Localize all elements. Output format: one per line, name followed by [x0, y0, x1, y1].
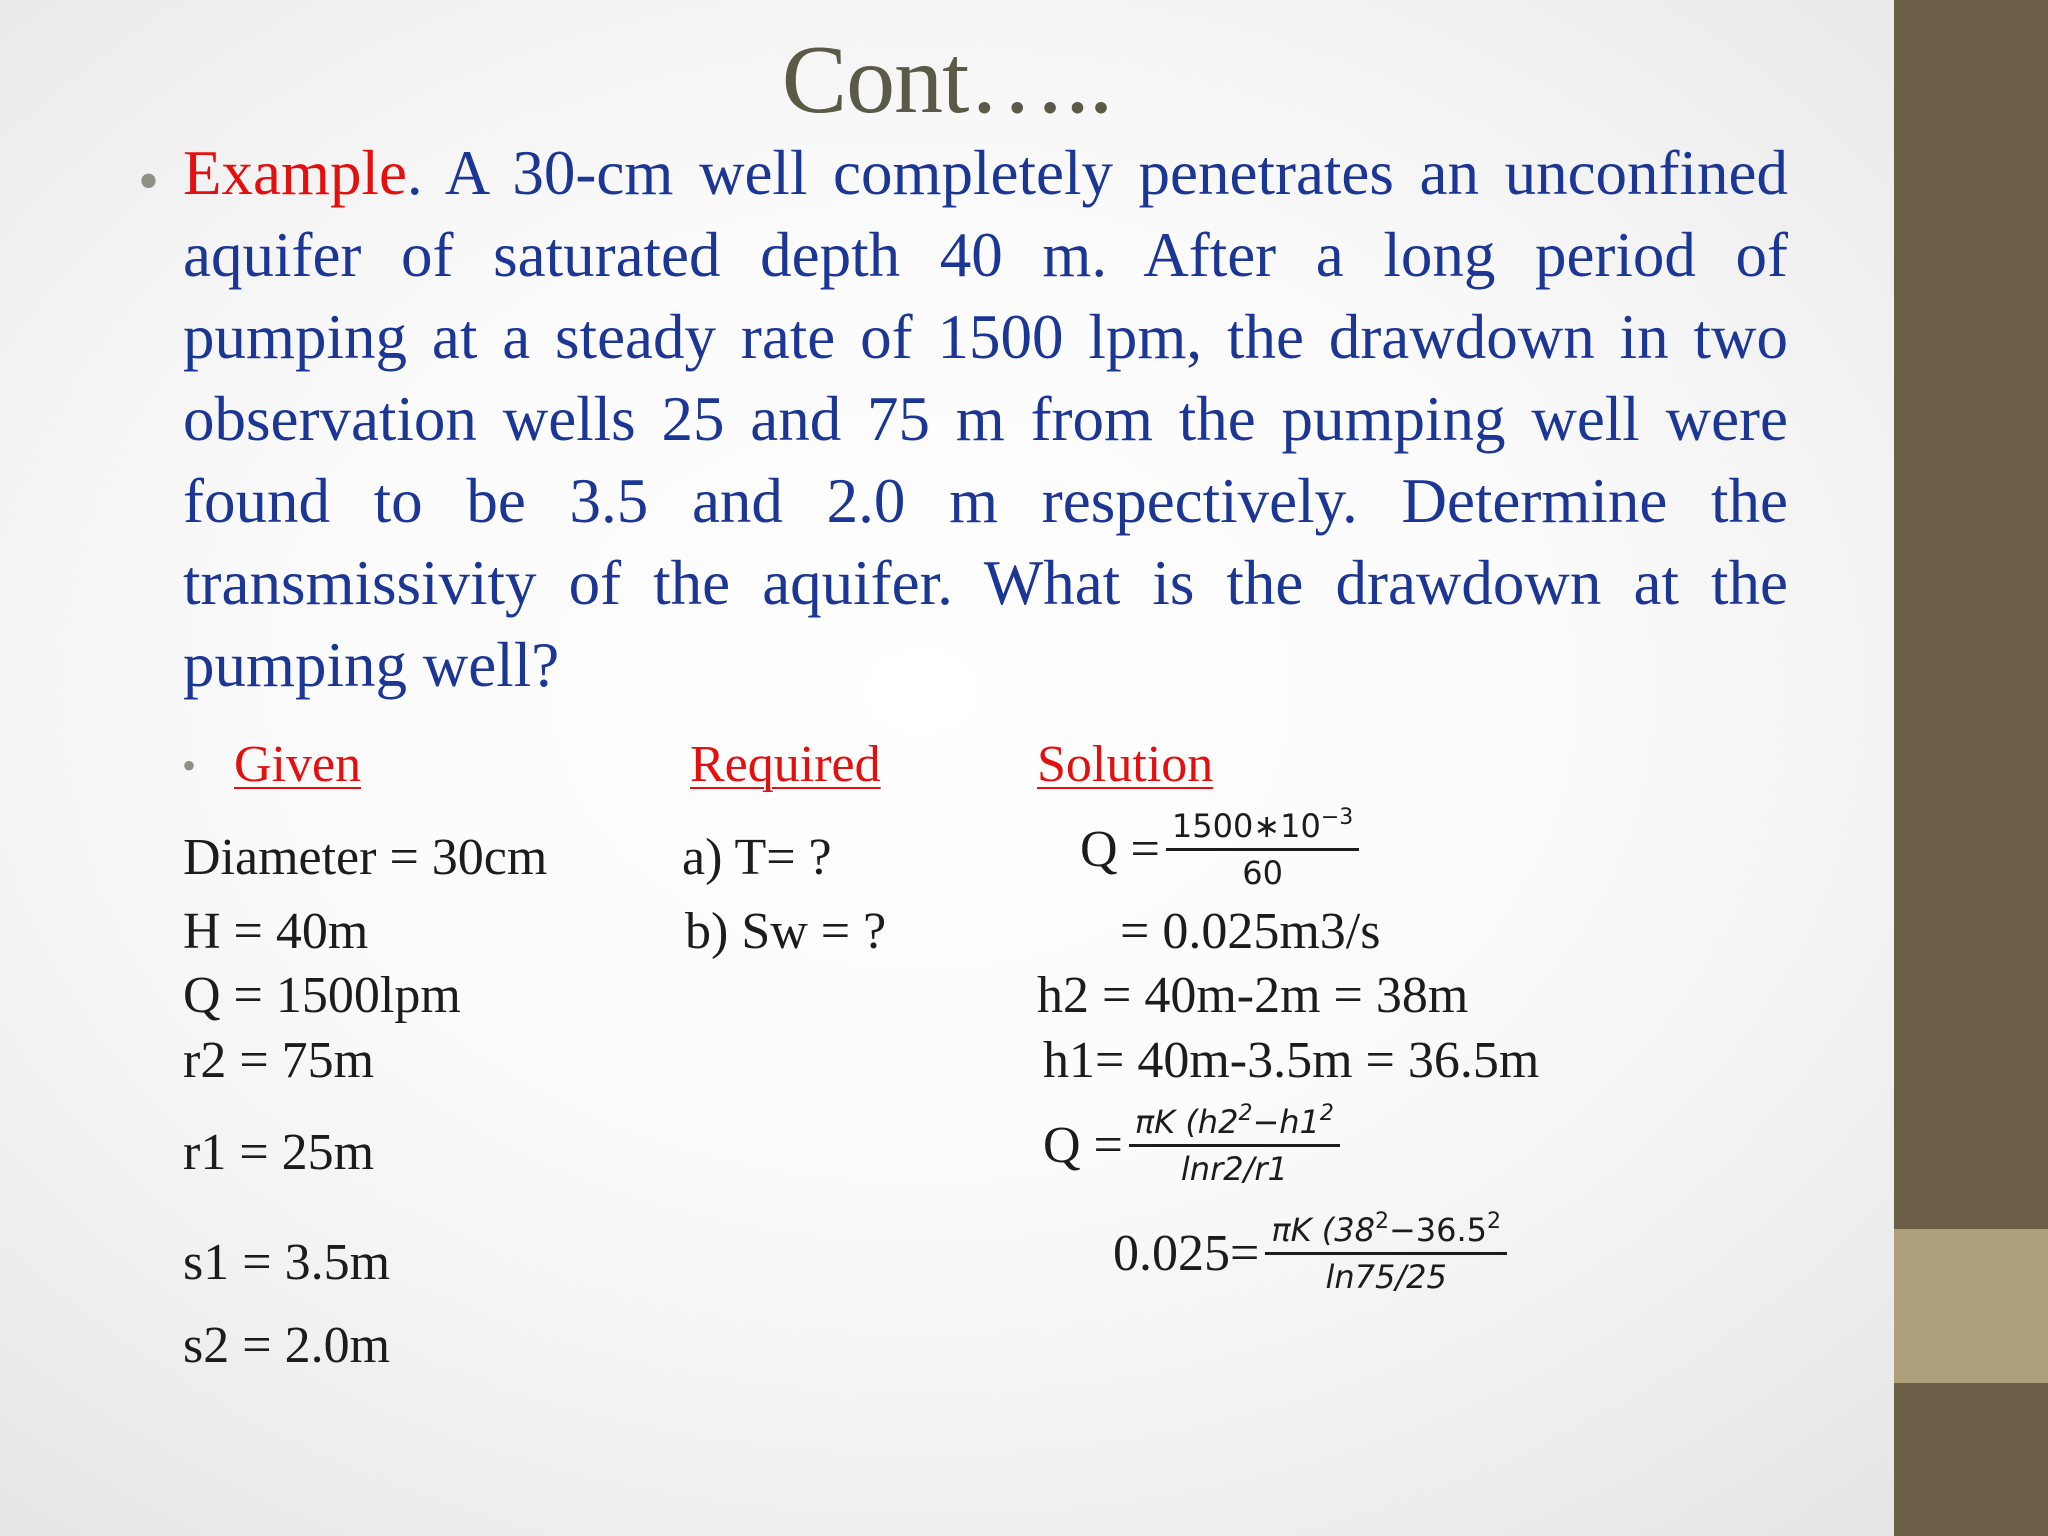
given-s1: s1 = 3.5m — [183, 1234, 391, 1291]
formula-numerator: πK ($h2^2-h1^2$ — [1129, 1100, 1340, 1147]
given-h: H = 40m — [183, 903, 369, 960]
h1-line: h1= 40m-3.5m = 36.5m — [1043, 1032, 1540, 1089]
q-fraction — [1080, 804, 1359, 895]
given-diameter: Diameter = 30cm — [183, 829, 548, 886]
required-t: a) T= ? — [682, 829, 832, 886]
given-heading: Given — [234, 736, 362, 793]
given-r1: r1 = 25m — [183, 1124, 375, 1181]
bullet-icon: • — [182, 743, 197, 788]
given-s2: s2 = 2.0m — [183, 1317, 391, 1374]
substitution-lhs: 0.025= — [1113, 1225, 1260, 1282]
bullet-icon: • — [138, 148, 160, 214]
example-label: Example — [183, 138, 407, 208]
substitution-denominator: ln75/25 — [1325, 1258, 1447, 1296]
example-text: . A 30-cm well completely penetrates an unconfined aquifer of saturated depth 40 m. After a long period of pumping at a steady rate of 1500 lpm, the drawdown in two observation wells 25 and 75 m from the pumping well were found to be 3.5 and 2.0 m respectively. Determine the transmissivity of the aquifer. What is the drawdown at the pumping well? — [183, 138, 1788, 700]
q-result: = 0.025m3/s — [1120, 903, 1381, 960]
h2-line: h2 = 40m-2m = 38m — [1037, 967, 1469, 1024]
substitution-fraction — [1113, 1208, 1507, 1299]
solution-heading: Solution — [1037, 736, 1214, 793]
problem-statement — [183, 132, 1788, 706]
side-decor-accent — [1894, 1229, 2048, 1383]
formula-denominator: lnr2/r1 — [1180, 1150, 1288, 1188]
given-q: Q = 1500lpm — [183, 967, 461, 1024]
required-heading: Required — [690, 736, 881, 793]
q-numerator: $1500∗10^{-3}$ — [1166, 804, 1359, 851]
q-lhs: Q = — [1080, 821, 1160, 878]
formula-lhs: Q = — [1043, 1117, 1123, 1174]
given-r2: r2 = 75m — [183, 1032, 375, 1089]
slide-title: Cont….. — [781, 26, 1113, 134]
q-denominator: 60 — [1242, 854, 1283, 892]
formula-fraction — [1043, 1100, 1340, 1191]
required-sw: b) Sw = ? — [685, 903, 887, 960]
substitution-numerator: πK ($38^2-36.5^2$ — [1265, 1208, 1507, 1255]
